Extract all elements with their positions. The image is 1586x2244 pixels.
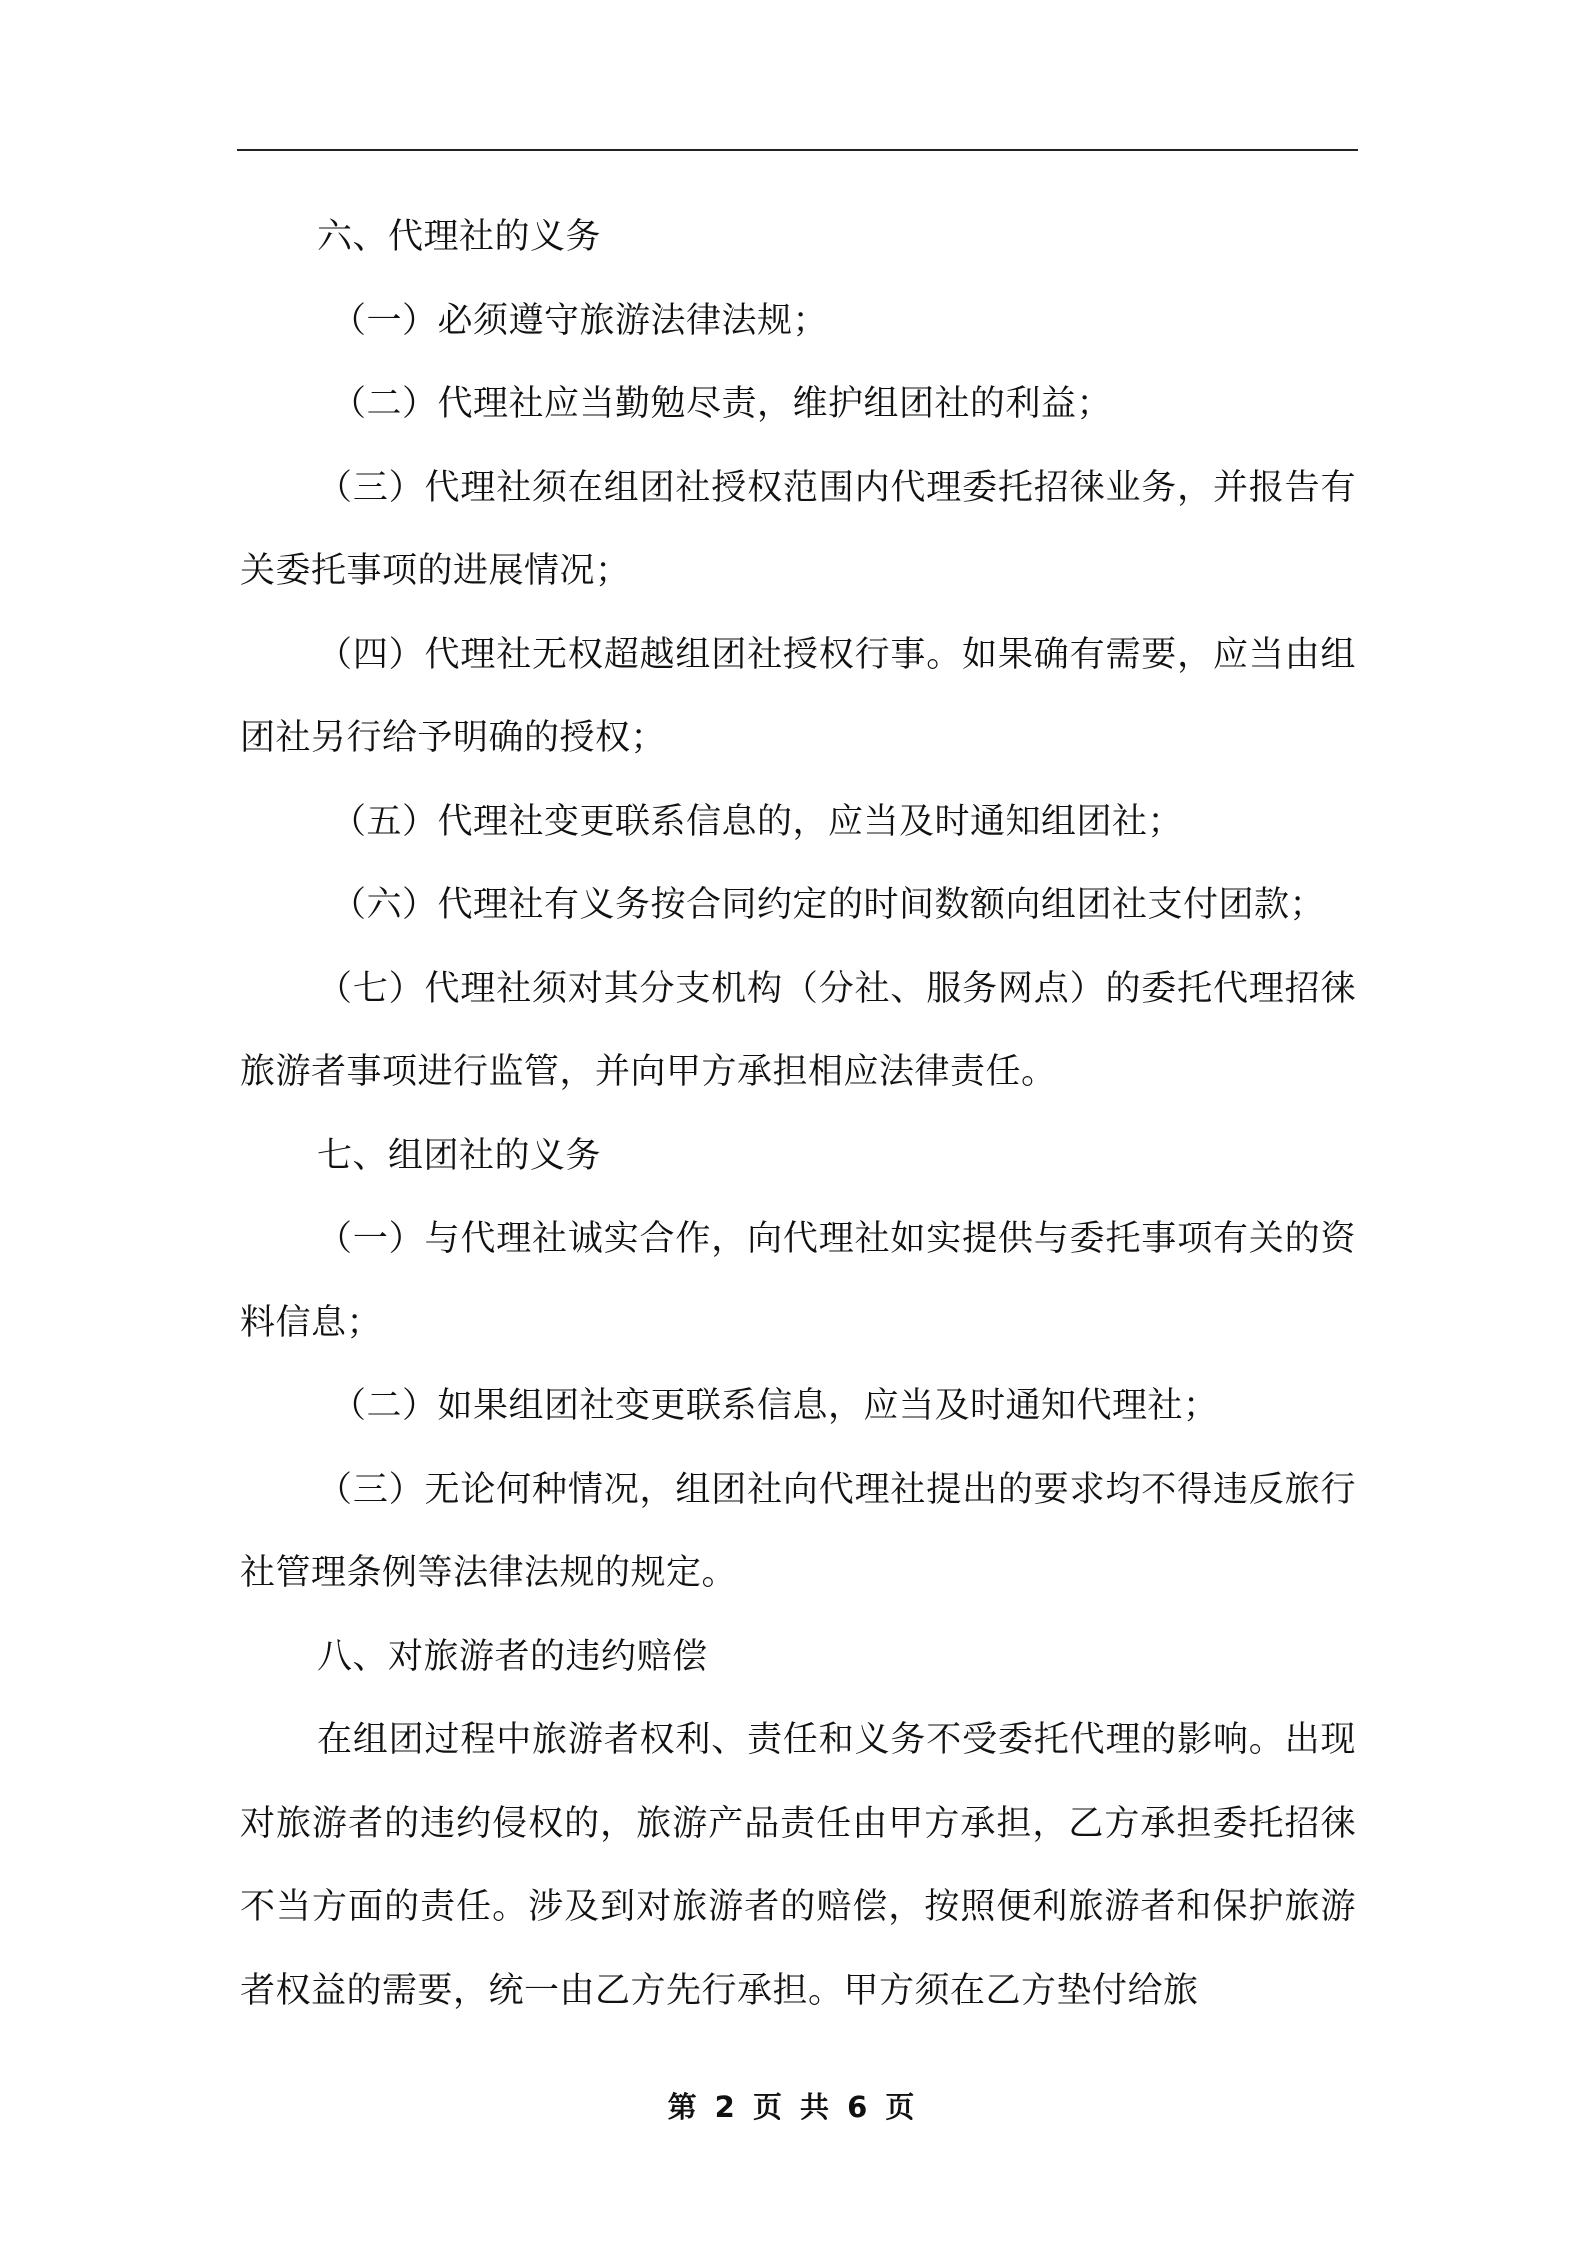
clause-6-6: （六）代理社有义务按合同约定的时间数额向组团社支付团款； [331, 885, 1326, 925]
section-8-paragraph: 在组团过程中旅游者权利、责任和义务不受委托代理的影响。出现对旅游者的违约侵权的，旅游产品责任由甲方承担，乙方承担委托招徕不当方面的责任。涉及到对旅游者的赔偿，按照便利旅游者和保护旅游者权益的需要，统一由乙方先行承担。甲方须在乙方垫付给旅 [240, 1720, 1356, 2011]
clause-6-1: （一）必须遵守旅游法律法规； [331, 300, 829, 341]
section-heading-8: 八、对旅游者的违约赔偿 [317, 1636, 708, 1677]
clause-7-1: （一）与代理社诚实合作，向代理社如实提供与委托事项有关的资料信息； [240, 1219, 1356, 1343]
clause-7-2: （二）如果组团社变更联系信息，应当及时通知代理社； [331, 1386, 1219, 1426]
clause-6-7: （七）代理社须对其分支机构（分社、服务网点）的委托代理招徕旅游者事项进行监管，并向甲方承担相应法律责任。 [240, 968, 1356, 1092]
clause-7-3: （三）无论何种情况，组团社向代理社提出的要求均不得违反旅行社管理条例等法律法规的规定。 [240, 1469, 1356, 1593]
body-text [240, 196, 1356, 2033]
clause-6-5: （五）代理社变更联系信息的，应当及时通知组团社； [331, 801, 1184, 842]
section-heading-7: 七、组团社的义务 [317, 1135, 602, 1176]
clause-6-3: （三）代理社须在组团社授权范围内代理委托招徕业务，并报告有关委托事项的进展情况； [240, 467, 1356, 591]
clause-6-4: （四）代理社无权超越组团社授权行事。如果确有需要，应当由组团社另行给予明确的授权； [240, 634, 1356, 758]
section-heading-6: 六、代理社的义务 [317, 217, 602, 257]
clause-6-2: （二）代理社应当勤勉尽责，维护组团社的利益； [331, 384, 1113, 424]
header-rule [237, 149, 1358, 151]
page-footer: 第 2 页 共 6 页 [667, 2090, 919, 2124]
